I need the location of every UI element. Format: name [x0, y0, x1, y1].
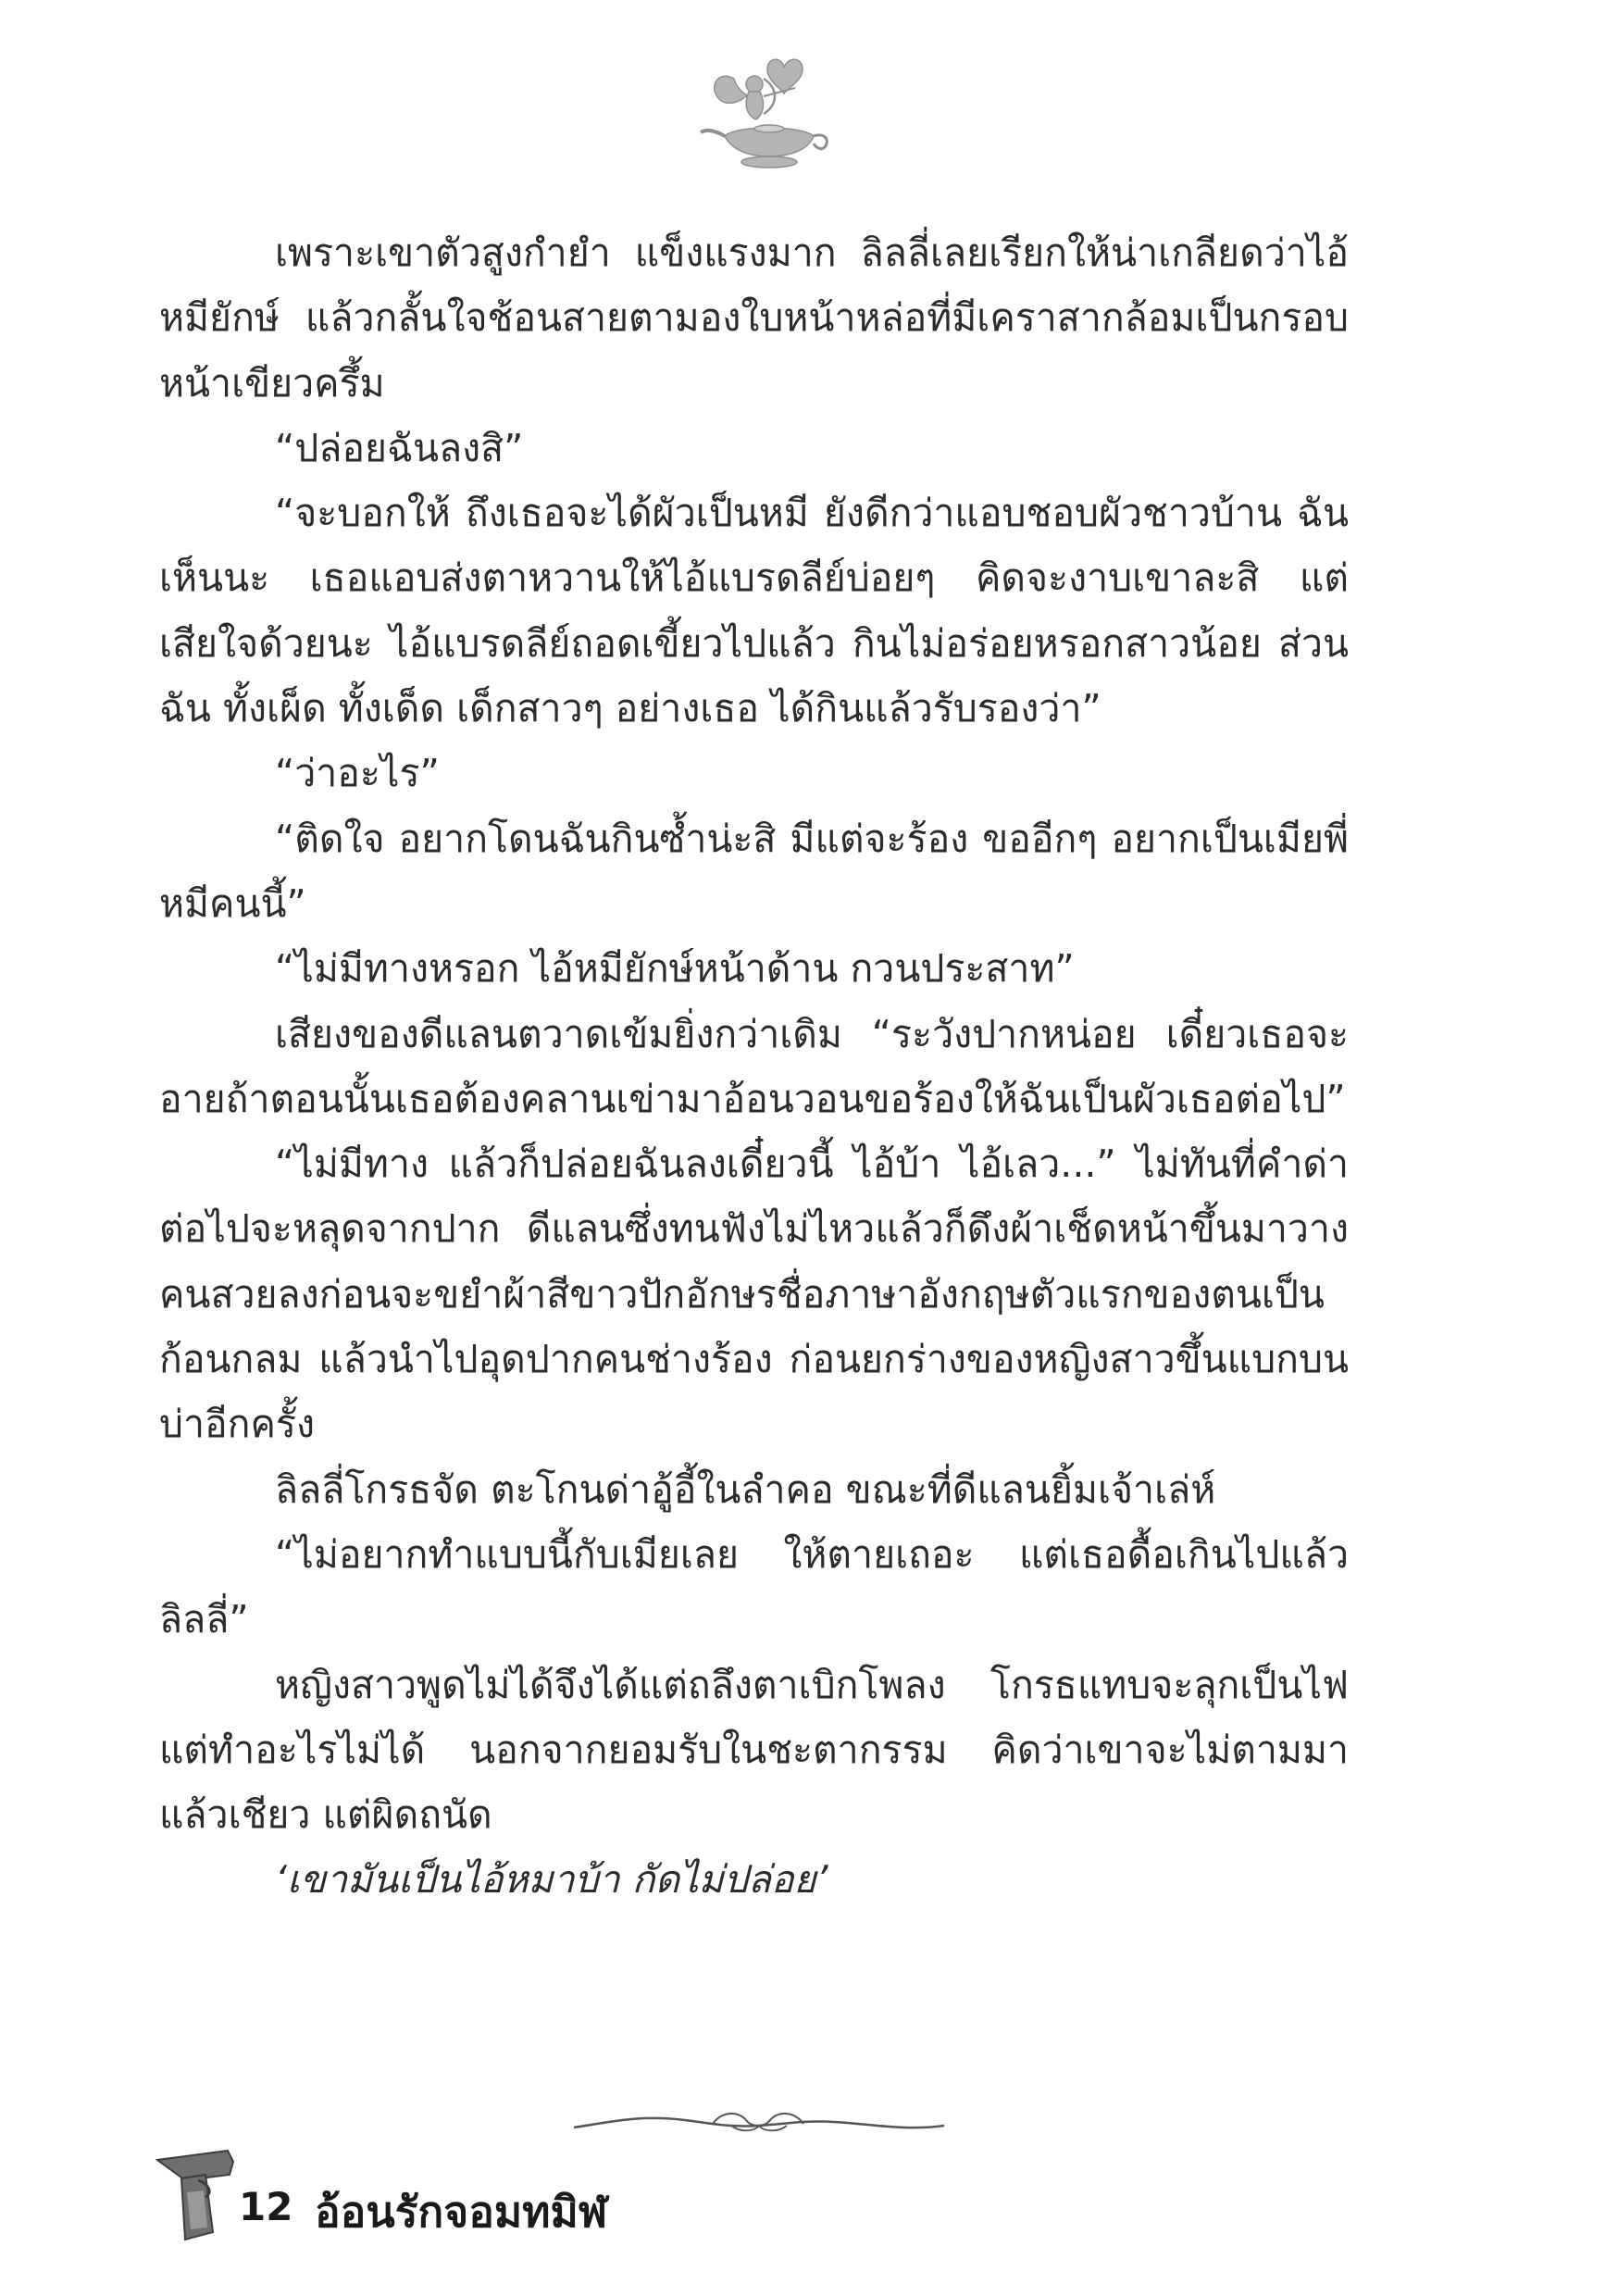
page-footer: [148, 2143, 796, 2254]
paragraph: เพราะเขาตัวสูงกำยำ แข็งแรงมาก ลิลลี่เลยเรียกให้น่าเกลียดว่าไอ้หมียักษ์ แล้วกลั้นใจช้อนสายตามองใบหน้าหล่อที่มีเคราสากล้อมเป็นกรอบหน้าเขียวครึ้ม: [159, 231, 1349, 406]
paragraph: “ติดใจ อยากโดนฉันกินซ้ำน่ะสิ มีแต่จะร้อง ขออีกๆ อยากเป็นเมียพี่หมีคนนี้”: [159, 816, 1349, 926]
paragraph: เสียงของดีแลนตวาดเข้มยิ่งกว่าเดิม “ระวังปากหน่อย เดี๋ยวเธอจะอายถ้าตอนนั้นเธอต้องคลานเข่ามาอ้อนวอนขอร้องให้ฉันเป็นผัวเธอต่อไป”: [159, 1011, 1349, 1121]
scroll-divider-ornament-icon: [574, 2103, 944, 2146]
paragraph: “จะบอกให้ ถึงเธอจะได้ผัวเป็นหมี ยังดีกว่าแอบชอบผัวชาวบ้าน ฉันเห็นนะ เธอแอบส่งตาหวานให้ไอ้แบรดลีย์บ่อยๆ คิดจะงาบเขาละสิ แต่เสียใจด้วยนะ ไอ้แบรดลีย์ถอดเขี้ยวไปแล้ว กินไม่อร่อยหรอกสาวน้อย ส่วนฉัน ทั้งเผ็ด ทั้งเด็ด เด็กสาวๆ อย่างเธอ ได้กินแล้วรับรองว่า”: [159, 491, 1349, 731]
paragraph: “ว่าอะไร”: [275, 751, 440, 796]
body-text: [159, 220, 1349, 1913]
paragraph: “ไม่มีทางหรอก ไอ้หมียักษ์หน้าด้าน กวนประสาท”: [275, 946, 1075, 992]
paragraph: “ไม่มีทาง แล้วก็ปล่อยฉันลงเดี๋ยวนี้ ไอ้บ้า ไอ้เลว...” ไม่ทันที่คำด่าต่อไปจะหลุดจากปาก ดีแลนซึ่งทนฟังไม่ไหวแล้วก็ดึงผ้าเช็ดหน้าขึ้นมาวางคนสวยลงก่อนจะขยำผ้าสีขาวปักอักษรชื่อภาษาอังกฤษตัวแรกของตนเป็นก้อนกลม แล้วนำไปอุดปากคนช่างร้อง ก่อนยกร่างของหญิงสาวขึ้นแบกบนบ่าอีกครั้ง: [159, 1142, 1349, 1447]
paragraph: “ปล่อยฉันลงสิ”: [275, 425, 524, 470]
book-title: อ้อนรักจอมทมิฬ: [315, 2187, 608, 2237]
italic-closing-line: ‘เขามันเป็นไอ้หมาบ้า กัดไม่ปล่อย’: [275, 1857, 828, 1903]
page-number: 12: [239, 2184, 293, 2229]
pistol-icon: [148, 2143, 241, 2250]
cupid-lamp-ornament-icon: [699, 51, 838, 181]
paragraph: ลิลลี่โกรธจัด ตะโกนด่าอู้อี้ในลำคอ ขณะที่ดีแลนยิ้มเจ้าเล่ห์: [275, 1466, 1216, 1512]
paragraph: “ไม่อยากทำแบบนี้กับเมียเลย ให้ตายเถอะ แต่เธอดื้อเกินไปแล้วลิลลี่”: [159, 1531, 1349, 1642]
paragraph: หญิงสาวพูดไม่ได้จึงได้แต่ถลึงตาเบิกโพลง โกรธแทบจะลุกเป็นไฟ แต่ทำอะไรไม่ได้ นอกจากยอมรับในชะตากรรม คิดว่าเขาจะไม่ตามมาแล้วเชียว แต่ผิดถนัด: [159, 1662, 1349, 1838]
